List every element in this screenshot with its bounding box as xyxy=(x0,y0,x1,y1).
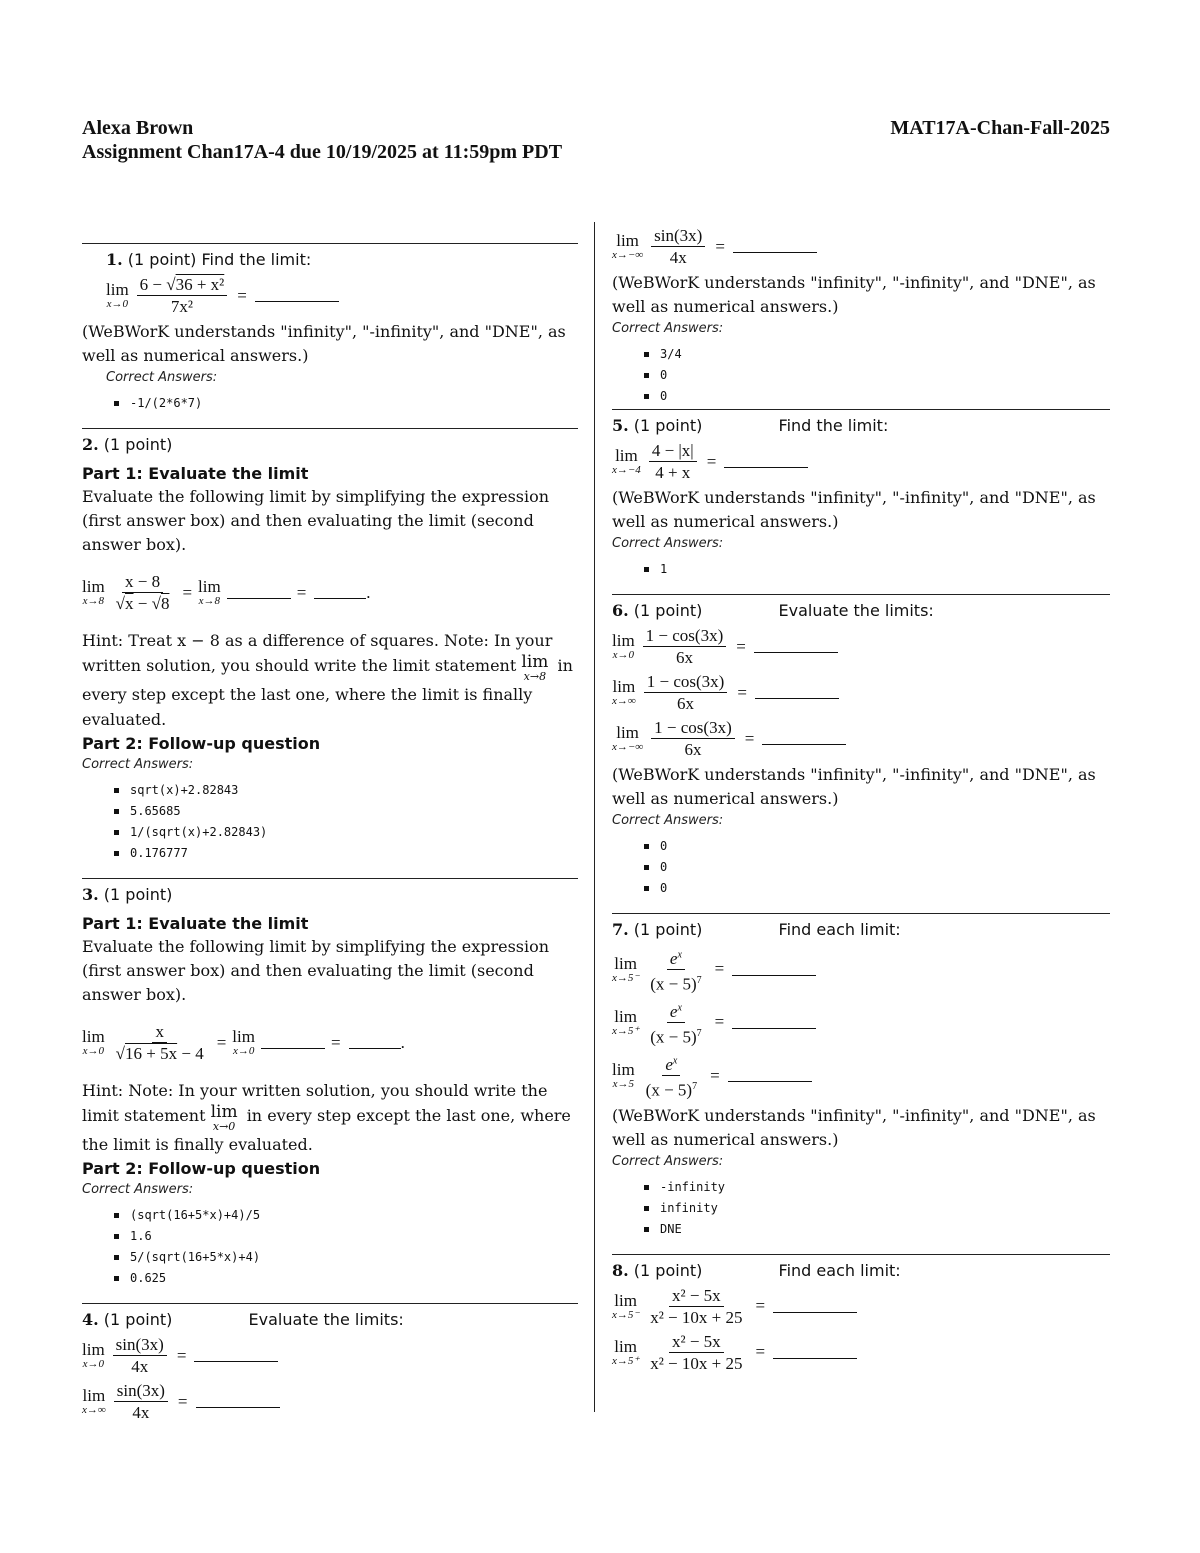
problem-prompt: Find the limit: xyxy=(201,250,312,269)
answer-blank[interactable] xyxy=(733,240,817,253)
problem-4-continued xyxy=(612,225,1110,407)
answer-list xyxy=(82,780,578,864)
point-value: (1 point) xyxy=(633,601,703,620)
answer-item: DNE xyxy=(660,1219,1110,1240)
limit-expression: lim x→0 $\frac{\text{6 − √36 + x²}}{\text{7x²}}$ = xyxy=(82,274,578,317)
answer-item: 0 xyxy=(660,386,1110,407)
point-value: (1 point) xyxy=(633,1260,703,1280)
problem-prompt: Find each limit: xyxy=(778,1260,901,1280)
answer-item: sqrt(x)+2.82843 xyxy=(130,780,578,801)
answer-list xyxy=(612,836,1110,899)
answer-item: 5.65685 xyxy=(130,801,578,822)
answer-list xyxy=(612,344,1110,407)
problem-number: 7. xyxy=(612,920,629,939)
hint-text: Hint: Note: In your written solution, you should write the limit statement xyxy=(82,1081,548,1125)
hint-text-2: in every step except the last one, where the limit is finally evaluated. xyxy=(82,656,573,729)
problem-3 xyxy=(82,878,578,1289)
answer-blank[interactable] xyxy=(732,963,816,976)
answer-blank[interactable] xyxy=(724,455,808,468)
limit-expression-c: lim x→−∞ $\frac{\sin(3x)}{4x}$ = xyxy=(612,225,1110,268)
answer-item: 1/(sqrt(x)+2.82843) xyxy=(130,822,578,843)
answer-blank-1[interactable] xyxy=(261,1036,325,1049)
answer-blank-2[interactable] xyxy=(349,1036,401,1049)
answer-item: (sqrt(16+5*x)+4)/5 xyxy=(130,1205,578,1226)
answer-item: 0 xyxy=(660,878,1110,899)
webwork-note: (WeBWorK understands "infinity", "-infinity", and "DNE", as well as numerical answers.) xyxy=(612,488,1096,531)
answer-blank[interactable] xyxy=(773,1346,857,1359)
problem-number: 4. xyxy=(82,1310,99,1329)
webwork-note: (WeBWorK understands "infinity", "-infinity", and "DNE", as well as numerical answers.) xyxy=(82,322,566,365)
problem-prompt: Evaluate the limits: xyxy=(778,601,934,620)
point-value: (1 point) xyxy=(103,435,173,454)
course-name: MAT17A-Chan-Fall-2025 xyxy=(890,117,1110,139)
webwork-note: (WeBWorK understands "infinity", "-infinity", and "DNE", as well as numerical answers.) xyxy=(612,765,1096,808)
limit-expression: lim x→8 $\frac{x - 8}{√x - √8}$ = lim x→8 = . xyxy=(82,572,371,613)
problem-number: 1. xyxy=(106,250,123,269)
answer-blank[interactable] xyxy=(754,640,838,653)
problem-prompt: Find the limit: xyxy=(778,416,889,435)
limit-expression: lim x→−4 $\frac{4 - |x|}{4 + x}$ = xyxy=(612,440,1110,483)
answer-item: 0 xyxy=(660,857,1110,878)
answer-item: -infinity xyxy=(660,1177,1110,1198)
problem-5 xyxy=(612,409,1110,580)
part-1-heading: Part 1: Evaluate the limit xyxy=(82,464,309,483)
problem-8 xyxy=(612,1254,1110,1374)
problem-prompt: Evaluate the limits: xyxy=(248,1310,404,1329)
limit-expression-b: lim x→5⁺ $\frac{\text{x² − 5x}}{\text{x² − 10x + 25}}$ = xyxy=(612,1331,1110,1374)
hint: Hint: Treat x − 8 as a difference of squares. Note: In your written solution, you should write the limit statement lim x→8 in every step except the last one, where the limit is finally evaluated. xyxy=(82,631,573,729)
correct-answers-label: Correct Answers: xyxy=(612,321,724,336)
point-value: (1 point) xyxy=(633,920,703,939)
correct-answers-label: Correct Answers: xyxy=(82,1182,194,1197)
limit-expression-b: lim x→∞ $\frac{\sin(3x)}{4x}$ = xyxy=(82,1380,578,1423)
problem-6 xyxy=(612,594,1110,899)
limit-expression-a: lim x→5⁻ $\frac{e^x}{(x - 5)^7}$ = xyxy=(612,944,1110,994)
answer-item: 0 xyxy=(660,365,1110,386)
answer-list xyxy=(82,1205,578,1289)
left-column xyxy=(82,232,578,1426)
hint: Hint: Note: In your written solution, you should write the limit statement lim x→0 in every step except the last one, where the limit is finally evaluated. xyxy=(82,1081,571,1154)
point-value: (1 point) xyxy=(127,250,197,269)
answer-blank[interactable] xyxy=(773,1300,857,1313)
limit-expression-a: lim x→5⁻ $\frac{\text{x² − 5x}}{\text{x² − 10x + 25}}$ = xyxy=(612,1285,1110,1328)
correct-answers-label: Correct Answers: xyxy=(612,813,724,828)
problem-7 xyxy=(612,913,1110,1240)
problem-number: 5. xyxy=(612,416,629,435)
answer-blank[interactable] xyxy=(728,1069,812,1082)
answer-list xyxy=(612,559,1110,580)
assignment-title: Assignment Chan17A-4 due 10/19/2025 at 11:59pm PDT xyxy=(82,141,563,163)
part-2-heading: Part 2: Follow-up question xyxy=(82,1159,321,1178)
answer-blank[interactable] xyxy=(255,289,339,302)
answer-blank[interactable] xyxy=(196,1395,280,1408)
column-divider xyxy=(594,222,595,1412)
answer-item: infinity xyxy=(660,1198,1110,1219)
point-value: (1 point) xyxy=(633,416,703,435)
problem-4 xyxy=(82,1303,578,1423)
correct-answers-label: Correct Answers: xyxy=(106,370,218,385)
answer-item: 0 xyxy=(660,836,1110,857)
instructions: Evaluate the following limit by simplifying the expression (first answer box) and then evaluating the limit (second answer box). xyxy=(82,487,550,554)
answer-blank-1[interactable] xyxy=(227,586,291,599)
answer-blank[interactable] xyxy=(732,1016,816,1029)
answer-item: 1 xyxy=(660,559,1110,580)
limit-expression-c: lim x→5 $\frac{e^x}{(x - 5)^7}$ = xyxy=(612,1051,1110,1101)
answer-blank[interactable] xyxy=(194,1349,278,1362)
answer-item: -1/(2*6*7) xyxy=(130,393,578,414)
right-column xyxy=(612,222,1110,1377)
correct-answers-label: Correct Answers: xyxy=(612,536,724,551)
hint-text: Hint: Treat x − 8 as a difference of squares. Note: In your written solution, you should write the limit statement xyxy=(82,631,553,675)
answer-item: 0.625 xyxy=(130,1268,578,1289)
limit-expression-c: lim x→−∞ $\frac{1 - \cos(3x)}{6x}$ = xyxy=(612,717,1110,760)
point-value: (1 point) xyxy=(103,885,173,904)
answer-blank[interactable] xyxy=(762,732,846,745)
problem-number: 6. xyxy=(612,601,629,620)
answer-item: 5/(sqrt(16+5*x)+4) xyxy=(130,1247,578,1268)
answer-list xyxy=(82,393,578,414)
problem-1 xyxy=(82,243,578,414)
limit-expression-b: lim x→5⁺ $\frac{e^x}{(x - 5)^7}$ = xyxy=(612,997,1110,1047)
limit-expression-a: lim x→0 $\frac{1 - \cos(3x)}{6x}$ = xyxy=(612,625,1110,668)
problem-2 xyxy=(82,428,578,864)
answer-blank[interactable] xyxy=(755,686,839,699)
problem-prompt: Find each limit: xyxy=(778,920,901,939)
limit-expression-a: lim x→0 $\frac{\sin(3x)}{4x}$ = xyxy=(82,1334,578,1377)
answer-item: 1.6 xyxy=(130,1226,578,1247)
answer-item: 0.176777 xyxy=(130,843,578,864)
student-name: Alexa Brown xyxy=(82,117,194,139)
answer-list xyxy=(612,1177,1110,1240)
limit-expression-b: lim x→∞ $\frac{1 - \cos(3x)}{6x}$ = xyxy=(612,671,1110,714)
instructions: Evaluate the following limit by simplifying the expression (first answer box) and then evaluating the limit (second answer box). xyxy=(82,937,550,1004)
webwork-note: (WeBWorK understands "infinity", "-infinity", and "DNE", as well as numerical answers.) xyxy=(612,1105,1096,1149)
webwork-note: (WeBWorK understands "infinity", "-infinity", and "DNE", as well as numerical answers.) xyxy=(612,273,1096,316)
part-1-heading: Part 1: Evaluate the limit xyxy=(82,914,309,933)
limit-expression: lim x→0 $\frac{x}{√16 + 5x - 4}$ = lim x→0 = . xyxy=(82,1022,405,1063)
problem-number: 8. xyxy=(612,1260,629,1280)
point-value: (1 point) xyxy=(103,1310,173,1329)
problem-number: 2. xyxy=(82,435,99,454)
part-2-heading: Part 2: Follow-up question xyxy=(82,734,321,753)
correct-answers-label: Correct Answers: xyxy=(82,757,194,772)
hint-text-2: in every step except the last one, where the limit is finally evaluated. xyxy=(82,1106,571,1154)
answer-blank-2[interactable] xyxy=(314,586,366,599)
problem-number: 3. xyxy=(82,885,99,904)
answer-item: 3/4 xyxy=(660,344,1110,365)
correct-answers-label: Correct Answers: xyxy=(612,1153,724,1169)
